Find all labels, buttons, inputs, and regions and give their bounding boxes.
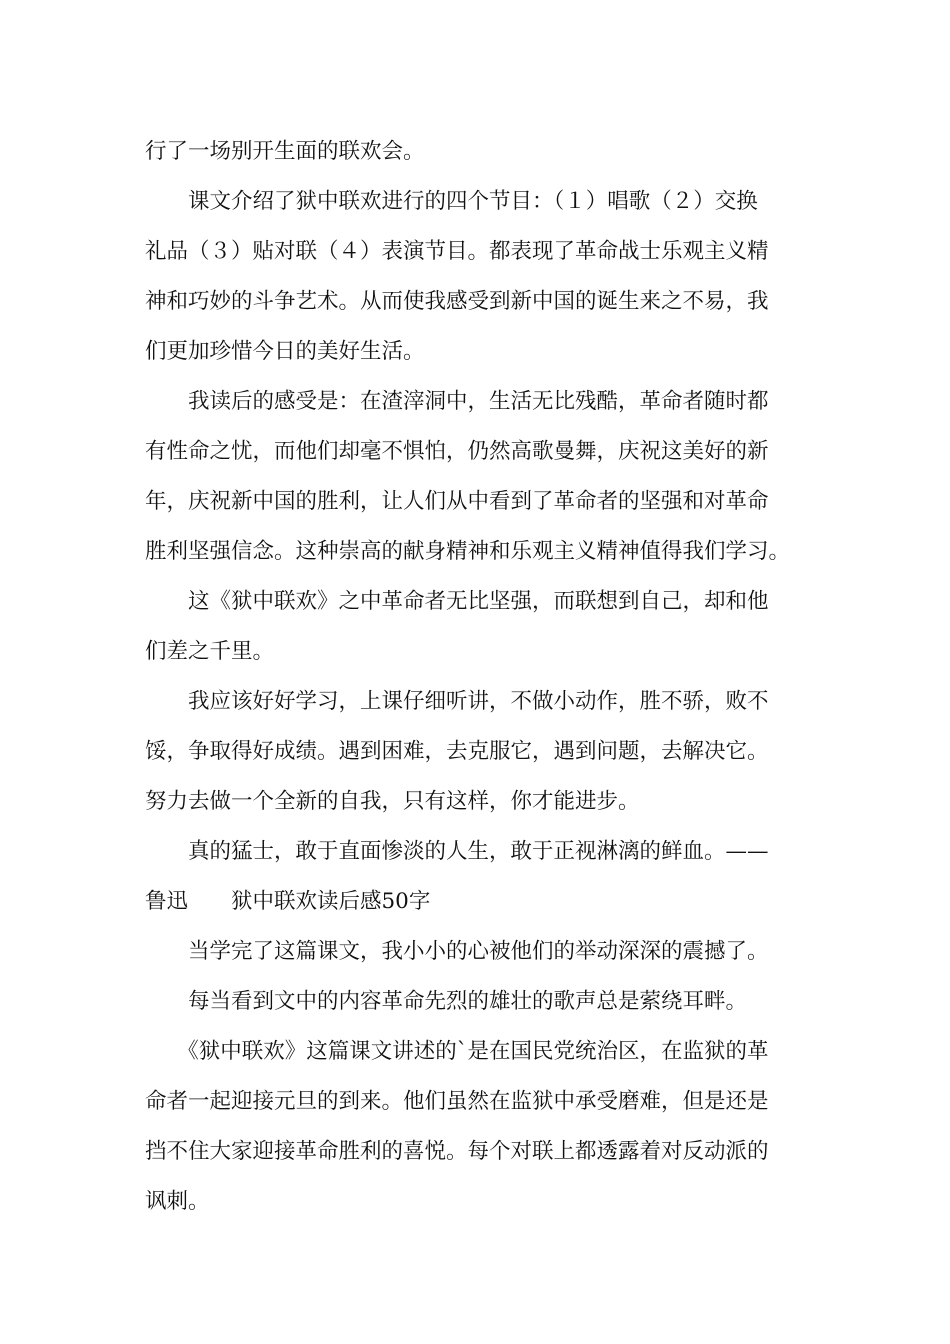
text-line: 努力去做一个全新的自我，只有这样，你才能进步。 (145, 789, 640, 814)
text-line: 年，庆祝新中国的胜利，让人们从中看到了革命者的坚强和对革命 (145, 489, 769, 514)
text-line: 讽刺。 (145, 1189, 210, 1214)
text-line: 馁，争取得好成绩。遇到困难，去克服它，遇到问题，去解决它。 (145, 739, 769, 764)
text-line: 鲁迅 狱中联欢读后感50字 (145, 889, 431, 914)
text-line: 挡不住大家迎接革命胜利的喜悦。每个对联上都透露着对反动派的 (145, 1139, 769, 1164)
text-line: 行了一场别开生面的联欢会。 (145, 139, 425, 164)
text-line: 课文介绍了狱中联欢进行的四个节目：（１）唱歌（２）交换 (145, 189, 758, 214)
text-line: 我读后的感受是：在渣滓洞中，生活无比残酷，革命者随时都 (145, 389, 769, 414)
text-line: 命者一起迎接元旦的到来。他们虽然在监狱中承受磨难，但是还是 (145, 1089, 769, 1114)
text-line: 这《狱中联欢》之中革命者无比坚强，而联想到自己，却和他 (145, 589, 769, 614)
text-line: 真的猛士，敢于直面惨淡的人生，敢于正视淋漓的鲜血。—— (145, 839, 769, 864)
text-line: 胜利坚强信念。这种崇高的献身精神和乐观主义精神值得我们学习。 (145, 539, 791, 564)
text-line: 有性命之忧，而他们却毫不惧怕，仍然高歌曼舞，庆祝这美好的新 (145, 439, 769, 464)
text-line: 当学完了这篇课文，我小小的心被他们的举动深深的震撼了。 (145, 939, 769, 964)
text-line: 每当看到文中的内容革命先烈的雄壮的歌声总是萦绕耳畔。 (145, 989, 748, 1014)
text-line: 我应该好好学习，上课仔细听讲，不做小动作，胜不骄，败不 (145, 689, 769, 714)
text-line: 神和巧妙的斗争艺术。从而使我感受到新中国的诞生来之不易，我 (145, 289, 769, 314)
text-line: 《狱中联欢》这篇课文讲述的`是在国民党统治区，在监狱的革 (145, 1039, 769, 1064)
text-line: 们更加珍惜今日的美好生活。 (145, 339, 425, 364)
text-line: 们差之千里。 (145, 639, 275, 664)
text-line: 礼品（３）贴对联（４）表演节目。都表现了革命战士乐观主义精 (145, 239, 769, 264)
